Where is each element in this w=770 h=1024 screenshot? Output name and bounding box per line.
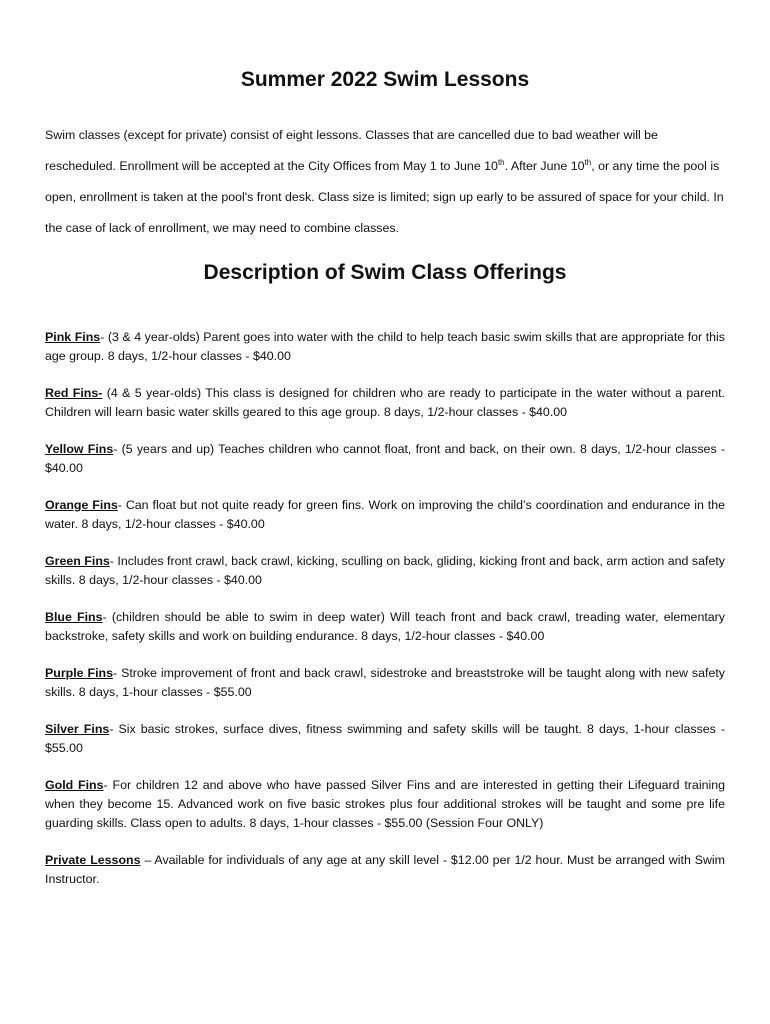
offering-name: Orange Fins bbox=[45, 498, 118, 512]
offering-separator: - bbox=[117, 498, 126, 512]
offering-gold-fins bbox=[45, 776, 725, 833]
offering-description: (3 & 4 year-olds) Parent goes into water with the child to help teach basic swim skills that are appropriate for this age group. 8 days, 1/2-hour classes - $40.00 bbox=[45, 330, 725, 363]
intro-text-3: , or any time the pool is open, enrollment is taken at the pool's front desk. Class size is limited; sign up early to be assured of space for your child. In the case of lack of enrollment, we may need to combine classes. bbox=[45, 159, 724, 236]
offering-description: For children 12 and above who have passed Silver Fins and are interested in getting their Lifeguard training when they become 15. Advanced work on five basic strokes plus four additional strokes will be taught and some pre life guarding skills. Class open to adults. 8 days, 1-hour classes - $55.00 (Session Four ONLY) bbox=[45, 778, 725, 830]
section-title: Description of Swim Class Offerings bbox=[203, 261, 567, 284]
offering-private-lessons bbox=[45, 851, 725, 889]
offering-red-fins bbox=[45, 384, 725, 422]
offering-description: Six basic strokes, surface dives, fitness swimming and safety skills will be taught. 8 days, 1-hour classes - $55.00 bbox=[45, 722, 725, 755]
offering-separator: - bbox=[109, 554, 118, 568]
offering-orange-fins bbox=[45, 496, 725, 534]
offering-green-fins bbox=[45, 552, 725, 590]
offering-separator: - bbox=[109, 722, 119, 736]
intro-superscript-2: th bbox=[584, 158, 592, 168]
offering-separator: - bbox=[100, 330, 108, 344]
offering-yellow-fins bbox=[45, 440, 725, 478]
intro-text-2: . After June 10 bbox=[504, 159, 585, 174]
offering-name: Green Fins bbox=[45, 554, 110, 568]
intro-text-1: Swim classes (except for private) consist of eight lessons. Classes that are cancelled due to bad weather will be rescheduled. Enrollment will be accepted at the City Offices from May 1 to June 10 bbox=[45, 128, 658, 174]
offering-separator: - bbox=[103, 778, 113, 792]
offering-name: Purple Fins bbox=[45, 666, 113, 680]
offering-description: (children should be able to swim in deep water) Will teach front and back crawl, treading water, elementary backstroke, safety skills and work on building endurance. 8 days, 1/2-hour classes - $40.00 bbox=[45, 610, 725, 643]
offering-name: Gold Fins bbox=[45, 778, 104, 792]
offering-name: Pink Fins bbox=[45, 330, 101, 344]
offering-pink-fins bbox=[45, 328, 725, 366]
offering-name: Yellow Fins bbox=[45, 442, 114, 456]
offering-separator: - bbox=[102, 610, 112, 624]
offering-separator: - bbox=[113, 442, 122, 456]
intro-superscript-1: th bbox=[497, 158, 505, 168]
offering-separator: – bbox=[140, 853, 155, 867]
offering-description: Stroke improvement of front and back crawl, sidestroke and breaststroke will be taught along with new safety skills. 8 days, 1-hour classes - $55.00 bbox=[45, 666, 725, 699]
intro-paragraph bbox=[45, 120, 725, 244]
offering-description: Can float but not quite ready for green fins. Work on improving the child’s coordination and endurance in the water. 8 days, 1/2-hour classes - $40.00 bbox=[45, 498, 725, 531]
page-title: Summer 2022 Swim Lessons bbox=[240, 68, 530, 91]
offerings-list bbox=[45, 328, 725, 907]
offering-description: (5 years and up) Teaches children who cannot float, front and back, on their own. 8 days, 1/2-hour classes - $40.00 bbox=[45, 442, 725, 475]
offering-name: Red Fins- bbox=[45, 386, 103, 400]
offering-description: (4 & 5 year-olds) This class is designed for children who are ready to participate in the water without a parent. Children will learn basic water skills geared to this age group. 8 days, 1/2-hour classes - $40.00 bbox=[45, 386, 725, 419]
offering-name: Blue Fins bbox=[45, 610, 103, 624]
offering-separator: - bbox=[112, 666, 122, 680]
offering-description: Available for individuals of any age at any skill level - $12.00 per 1/2 hour. Must be arranged with Swim Instructor. bbox=[45, 853, 725, 886]
offering-name: Silver Fins bbox=[45, 722, 110, 736]
offering-purple-fins bbox=[45, 664, 725, 702]
offering-description: Includes front crawl, back crawl, kicking, sculling on back, gliding, kicking front and back, arm action and safety skills. 8 days, 1/2-hour classes - $40.00 bbox=[45, 554, 725, 587]
offering-silver-fins bbox=[45, 720, 725, 758]
offering-blue-fins bbox=[45, 608, 725, 646]
offering-name: Private Lessons bbox=[45, 853, 141, 867]
